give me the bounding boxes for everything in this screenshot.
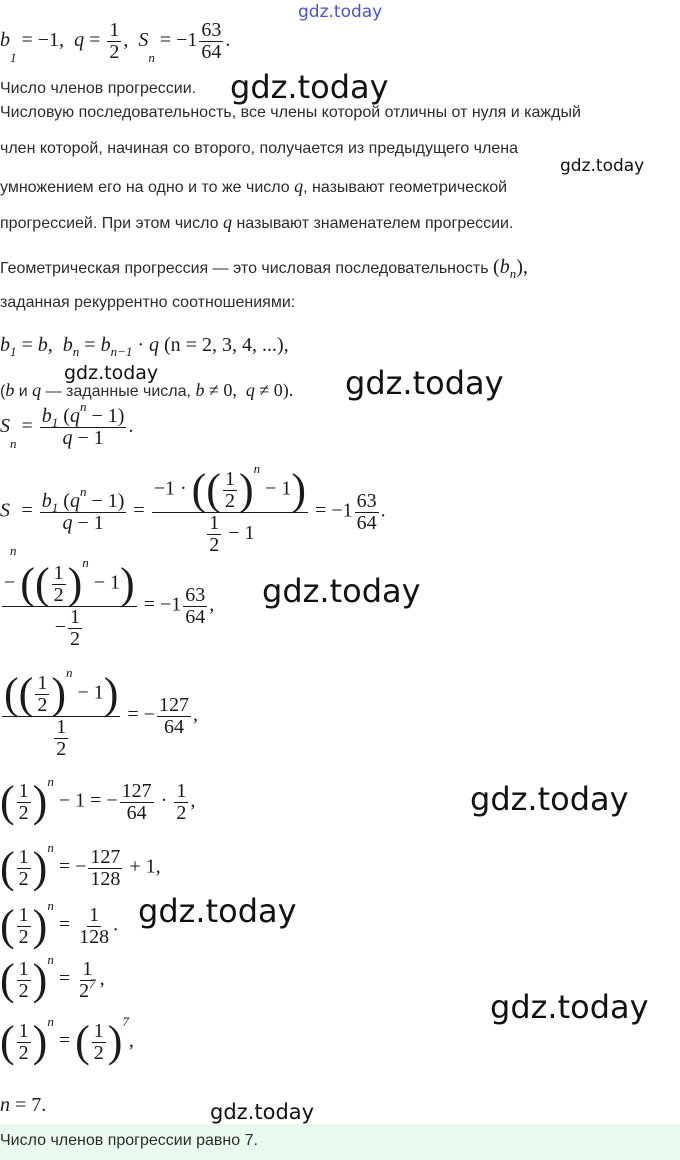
equation-step: ( $\frac{1}{2}$ )$^n$ − 1 = − $\frac{127}{64}$ · $\frac{1}{2}$ ,: [0, 774, 196, 826]
definition-paragraph: член которой, начиная со второго, получается из предыдущего члена: [0, 140, 518, 157]
watermark: gdz.today: [345, 364, 504, 402]
definition-paragraph: Числовую последовательность, все члены которой отличны от нуля и каждый: [0, 104, 581, 121]
equation-step: ( $\frac{1}{2}$ )$^n$ = $\frac{1}{2^7}$ ,: [0, 952, 105, 1004]
watermark: gdz.today: [470, 780, 629, 818]
sum-formula: Sn = $\frac{b1 (q^n - 1)}{q - 1}$ .: [0, 399, 134, 451]
watermark: gdz.today: [64, 362, 159, 384]
recurrence-formula: b1 = b, bn = bn−1 · q (n = 2, 3, 4, ...),: [0, 334, 289, 359]
equation-step: (( $\frac{1}{2}$ )$^n$ − 1) $\frac{1}{2}$ = − $\frac{127}{64}$ ,: [4, 665, 198, 760]
equation-step: ( $\frac{1}{2}$ )$^n$ = ( $\frac{1}{2}$ )$^7$,: [0, 1014, 134, 1066]
watermark: gdz.today: [230, 68, 389, 106]
equation-step: ( $\frac{1}{2}$ )$^n$ = $\frac{1}{128}$ .: [0, 898, 119, 950]
watermark: gdz.today: [560, 156, 645, 176]
given-conditions: b1 = −1, q = $\frac{1}{2}$ , Sn = −1 $\frac{63}{64}$ .: [0, 19, 231, 65]
given-note: (b и q — заданные числа, b ≠ 0, q ≠ 0).: [0, 380, 294, 400]
section-heading: Число членов прогрессии.: [0, 80, 197, 97]
equation-step: ( $\frac{1}{2}$ )$^n$ = − $\frac{127}{128}$ + 1,: [0, 840, 161, 892]
answer-text: Число членов прогрессии равно 7.: [0, 1132, 258, 1149]
watermark: gdz.today: [138, 892, 297, 930]
watermark: gdz.today: [262, 572, 421, 610]
definition-paragraph: заданная рекуррентно соотношениями:: [0, 294, 296, 311]
watermark: gdz.today: [490, 988, 649, 1026]
final-result: n = 7.: [0, 1094, 47, 1116]
watermark: gdz.today: [298, 2, 383, 22]
definition-paragraph: Геометрическая прогрессия — это числовая последовательность (bn),: [0, 256, 528, 281]
equation-step: − (( $\frac{1}{2}$ )$^n$ − 1) − $\frac{1}{2}$ = −1 $\frac{63}{64}$ ,: [4, 555, 215, 650]
answer-box: [0, 1124, 680, 1160]
watermark: gdz.today: [210, 1100, 315, 1124]
definition-paragraph: умножением его на одно и то же число q, называют геометрической: [0, 176, 508, 196]
substitution-step: Sn = $\frac{b1 (q^n - 1)}{q - 1}$ = −1 · (( $\frac{1}{2}$ )$^n$ − 1) $\frac{1}{2}$ − 1 = −1 $\frac{63}{64}$ .: [0, 461, 386, 558]
definition-paragraph: прогрессией. При этом число q называют знаменателем прогрессии.: [0, 212, 514, 232]
